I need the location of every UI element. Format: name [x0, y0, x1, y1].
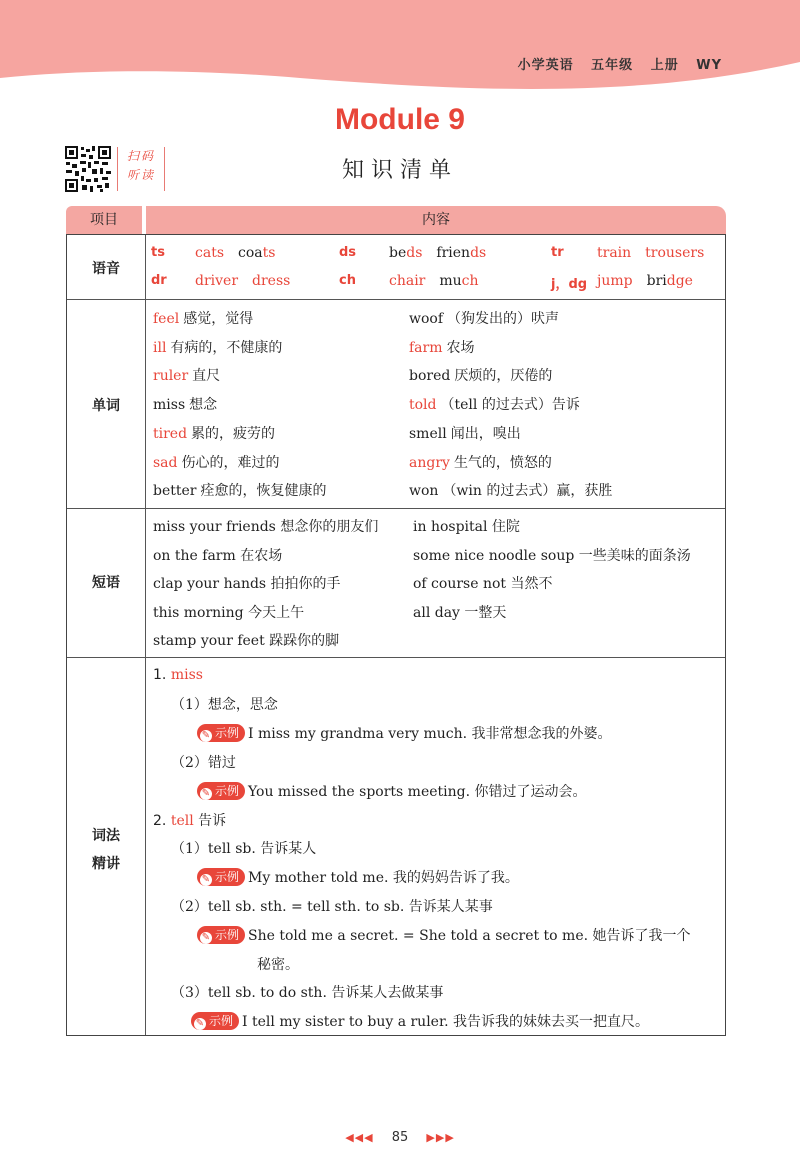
row-divider: [67, 508, 725, 509]
phonics-word-highlight: ds: [470, 245, 487, 261]
word-english: tired: [153, 425, 188, 442]
grammar-item2-example3: [191, 1011, 649, 1031]
word-chinese: 生气的，愤怒的: [453, 454, 552, 471]
phonics-word-highlight: chair: [389, 273, 426, 289]
example-tag: [191, 1012, 239, 1030]
phonics-word-highlight: dge: [666, 273, 693, 289]
list-item: stamp your feet 跺跺你的脚: [153, 633, 340, 649]
list-item: [153, 308, 253, 328]
grammar-item2-meaning: 告诉: [198, 813, 227, 829]
phonics-word-highlight: ch: [461, 273, 479, 289]
phonics-words: [195, 273, 304, 289]
phonics-word: [597, 273, 633, 289]
word-english: feel: [153, 311, 180, 327]
grammar-item2-heading: [153, 810, 226, 830]
row-label-grammar-1: 词法: [92, 828, 120, 844]
list-item: this morning 今天上午: [153, 604, 305, 621]
row-label-phrases: 短语: [92, 575, 120, 591]
row-divider: [67, 657, 725, 658]
list-item: some nice noodle soup 一些美味的面条汤: [413, 547, 691, 564]
phonics-word: [597, 245, 631, 261]
word-chinese: （狗发出的）吠声: [447, 311, 560, 327]
word-chinese: 累的，疲劳的: [191, 425, 276, 442]
table-header: [66, 206, 726, 234]
list-item: [153, 452, 280, 472]
knowledge-table: [66, 234, 726, 1036]
example-tag-label: 示例: [209, 1014, 234, 1028]
phonics-symbol: j，dg: [551, 277, 588, 292]
word-chinese: 闻出，嗅出: [450, 425, 521, 442]
example-tag: [197, 782, 245, 800]
phonics-symbol: ch: [339, 273, 356, 288]
list-item: [409, 337, 475, 357]
column-header-content: 内容: [146, 206, 726, 234]
phonics-symbol: ts: [151, 245, 165, 260]
phonics-word-highlight: trousers: [645, 245, 705, 261]
grammar-item1-word: miss: [170, 667, 203, 683]
grammar-item2-sense3: （3）tell sb. to do sth. 告诉某人去做某事: [171, 985, 444, 1001]
list-item: in hospital 住院: [413, 519, 520, 535]
phonics-word-highlight: train: [597, 245, 632, 261]
example-tag: [197, 724, 245, 742]
word-english: ill: [153, 339, 167, 356]
example-tag-label: 示例: [215, 784, 240, 798]
list-item: [153, 365, 220, 385]
phonics-word: [439, 273, 478, 289]
grammar-item2-sense1: （1）tell sb. 告诉某人: [171, 841, 317, 857]
phonics-word: [389, 273, 425, 289]
grammar-item2-example2-cont: 秘密。: [257, 957, 299, 973]
phonics-words: [389, 245, 500, 261]
page-number: 85: [391, 1130, 409, 1145]
phonics-symbol: ds: [339, 245, 357, 260]
list-item: on the farm 在农场: [153, 547, 283, 564]
row-label-words: 单词: [92, 398, 120, 414]
prev-arrows-icon: ◀◀◀: [345, 1131, 374, 1144]
list-item: [153, 423, 275, 443]
grammar-item1-sense2: （2）错过: [171, 755, 236, 771]
row-label-grammar-2: 精讲: [92, 856, 120, 872]
scan-label-line2: 听读: [126, 168, 155, 182]
row-label-phonics: 语音: [92, 261, 120, 277]
pencil-icon: ✎: [201, 874, 211, 885]
pencil-icon: ✎: [201, 788, 211, 799]
word-chinese: （tell 的过去式）告诉: [440, 397, 580, 414]
word-chinese: 直尺: [192, 368, 221, 385]
phonics-word: [645, 245, 704, 261]
list-item: of course not 当然不: [413, 576, 553, 592]
word-chinese: 想念: [189, 397, 218, 414]
phonics-words: [195, 245, 289, 261]
phonics-word: [436, 245, 486, 261]
list-item: [409, 452, 552, 472]
list-item: [409, 365, 552, 385]
example-tag-label: 示例: [215, 928, 240, 942]
phonics-word: [252, 273, 290, 289]
word-chinese: （win 的过去式）赢，获胜: [442, 483, 613, 500]
section-subtitle: 知识清单: [341, 158, 458, 183]
example-tag: [197, 868, 245, 886]
phonics-word-plain: be: [389, 245, 407, 261]
phonics-symbol: dr: [151, 273, 167, 288]
page-title: Module 9: [334, 103, 465, 136]
phonics-word-plain: frien: [436, 245, 471, 261]
word-english: angry: [409, 454, 450, 471]
example-text: I miss my grandma very much. 我非常想念我的外婆。: [248, 726, 612, 742]
phonics-word: [195, 245, 224, 261]
phonics-word: [238, 245, 275, 261]
grammar-item2-sense2: （2）tell sb. sth. = tell sth. to sb. 告诉某人某事: [171, 899, 493, 915]
example-tag-label: 示例: [215, 726, 240, 740]
grammar-item1-example1: [197, 723, 612, 743]
grammar-item2-word: tell: [170, 813, 194, 829]
example-text: I tell my sister to buy a ruler. 我告诉我的妹妹去买一把直尺。: [242, 1014, 650, 1030]
list-item: [409, 423, 521, 443]
grammar-item2-example1: [197, 867, 519, 887]
phonics-word-plain: mu: [439, 273, 462, 289]
example-tag-label: 示例: [215, 870, 240, 884]
word-english: farm: [409, 339, 443, 356]
word-english: won: [409, 483, 439, 500]
example-text: My mother told me. 我的妈妈告诉了我。: [248, 870, 519, 886]
header-book-info: [506, 54, 722, 73]
list-item: all day 一整天: [413, 604, 507, 621]
word-english: better: [153, 483, 197, 500]
phonics-word-highlight: cats: [195, 245, 224, 261]
phonics-word-plain: bri: [646, 273, 667, 289]
word-english: told: [409, 397, 437, 414]
word-english: miss: [153, 397, 186, 414]
example-text: You missed the sports meeting. 你错过了运动会。: [248, 784, 587, 800]
header-edition: WY: [696, 58, 722, 73]
word-chinese: 有病的，不健康的: [170, 339, 283, 356]
phonics-word-highlight: jump: [597, 273, 633, 289]
header-volume: 上册: [650, 58, 679, 73]
word-chinese: 痊愈的，恢复健康的: [200, 483, 327, 500]
word-chinese: 农场: [446, 339, 475, 356]
grammar-item1-heading: [153, 667, 203, 683]
word-chinese: 感觉，觉得: [183, 311, 254, 327]
word-english: ruler: [153, 368, 189, 385]
example-text: She told me a secret. = She told a secret to me. 她告诉了我一个: [248, 928, 691, 944]
phonics-symbol: tr: [551, 245, 564, 260]
list-item: [409, 308, 559, 328]
phonics-word-highlight: driver: [195, 273, 239, 289]
column-divider: [145, 235, 146, 1035]
grammar-item1-sense1: （1）想念，思念: [171, 697, 278, 713]
word-english: bored: [409, 368, 451, 385]
list-item: clap your hands 拍拍你的手: [153, 576, 341, 592]
word-english: smell: [409, 425, 447, 442]
word-chinese: 厌烦的，厌倦的: [454, 368, 553, 385]
phonics-words: [597, 273, 707, 289]
list-item: [153, 480, 326, 500]
list-item: [153, 337, 282, 357]
phonics-word: [195, 273, 238, 289]
phonics-words: [389, 273, 493, 289]
phonics-word: [389, 245, 422, 261]
header-band: [0, 0, 800, 95]
grammar-item1-example2: [197, 781, 587, 801]
list-item: [153, 394, 217, 414]
word-english: sad: [153, 454, 178, 471]
phonics-word: [647, 273, 693, 289]
pencil-icon: ✎: [195, 1018, 205, 1029]
grammar-item2-example2: [197, 925, 691, 945]
grammar-item2-number: 2.: [153, 813, 167, 829]
page-footer: [0, 1130, 800, 1145]
header-subject: 小学英语: [517, 58, 574, 73]
pencil-icon: ✎: [201, 932, 211, 943]
header-grade: 五年级: [591, 58, 634, 73]
phonics-words: [597, 245, 718, 261]
next-arrows-icon: ▶▶▶: [426, 1131, 455, 1144]
list-item: miss your friends 想念你的朋友们: [153, 519, 379, 535]
word-chinese: 伤心的，难过的: [181, 454, 280, 471]
phonics-word-plain: coa: [238, 245, 263, 261]
word-english: woof: [409, 311, 444, 327]
row-divider: [67, 299, 725, 300]
example-tag: [197, 926, 245, 944]
grammar-item1-number: 1.: [153, 667, 167, 683]
list-item: [409, 480, 612, 500]
scan-label-line1: 扫码: [126, 149, 155, 163]
phonics-word-highlight: ts: [262, 245, 276, 261]
phonics-word-highlight: dress: [252, 273, 291, 289]
list-item: [409, 394, 580, 414]
column-header-item: 项目: [66, 206, 142, 234]
pencil-icon: ✎: [201, 730, 211, 741]
phonics-word-highlight: ds: [406, 245, 423, 261]
